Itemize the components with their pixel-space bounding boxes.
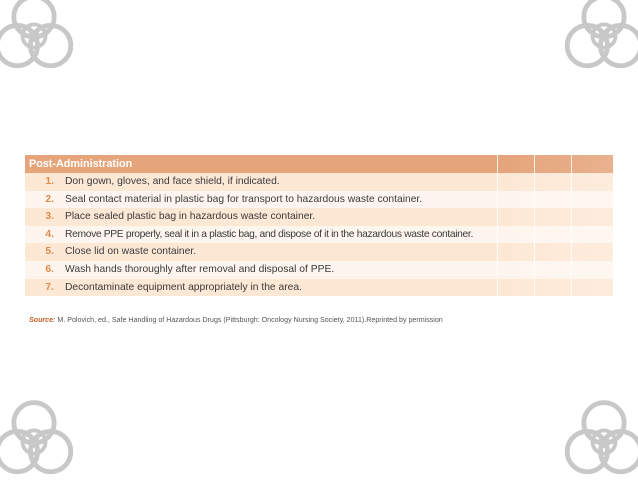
- column-divider: [497, 155, 498, 296]
- row-text: Remove PPE properly, seal it in a plastic bag, and dispose of it in the hazardous waste container.: [65, 228, 473, 240]
- table-row: [25, 261, 613, 279]
- row-number: 3.: [45, 211, 54, 223]
- table-row: [25, 243, 613, 261]
- biohazard-icon: [556, 0, 638, 84]
- row-number: 4.: [45, 228, 54, 240]
- table-row: [25, 173, 613, 191]
- column-divider: [571, 155, 572, 296]
- row-number: 1.: [45, 176, 54, 187]
- biohazard-icon-bottom-left: [0, 394, 82, 490]
- row-text: Wash hands thoroughly after removal and disposal of PPE.: [65, 263, 335, 275]
- row-text: Don gown, gloves, and face shield, if indicated.: [65, 176, 280, 187]
- column-divider: [534, 155, 535, 296]
- source-text: M. Polovich, ed., Safe Handling of Hazardous Drugs (Pittsburgh: Oncology Nursing Society, 2011).Reprinted by permission: [57, 316, 443, 324]
- table-row: [25, 191, 613, 209]
- source-label: Source:: [29, 316, 56, 324]
- biohazard-icon-top-left: [0, 0, 82, 84]
- row-text: Close lid on waste container.: [65, 246, 197, 258]
- row-number: 7.: [45, 281, 54, 293]
- table-row: [25, 226, 613, 244]
- biohazard-icon-bottom-right: [556, 394, 638, 490]
- post-administration-table: [25, 155, 613, 296]
- table-header: [25, 155, 613, 173]
- biohazard-icon-top-right: [556, 0, 638, 84]
- biohazard-icon: [556, 394, 638, 490]
- biohazard-icon: [0, 0, 82, 84]
- row-number: 6.: [45, 263, 54, 275]
- table-row: [25, 279, 613, 297]
- row-number: 2.: [45, 193, 54, 205]
- source-citation: [29, 316, 443, 324]
- row-number: 5.: [45, 246, 54, 258]
- table-header-title: Post-Administration: [29, 158, 133, 170]
- biohazard-icon: [0, 394, 82, 490]
- row-text: Seal contact material in plastic bag for transport to hazardous waste container.: [65, 193, 423, 205]
- row-text: Place sealed plastic bag in hazardous waste container.: [65, 211, 316, 223]
- row-text: Decontaminate equipment appropriately in the area.: [65, 281, 302, 293]
- table-row: [25, 208, 613, 226]
